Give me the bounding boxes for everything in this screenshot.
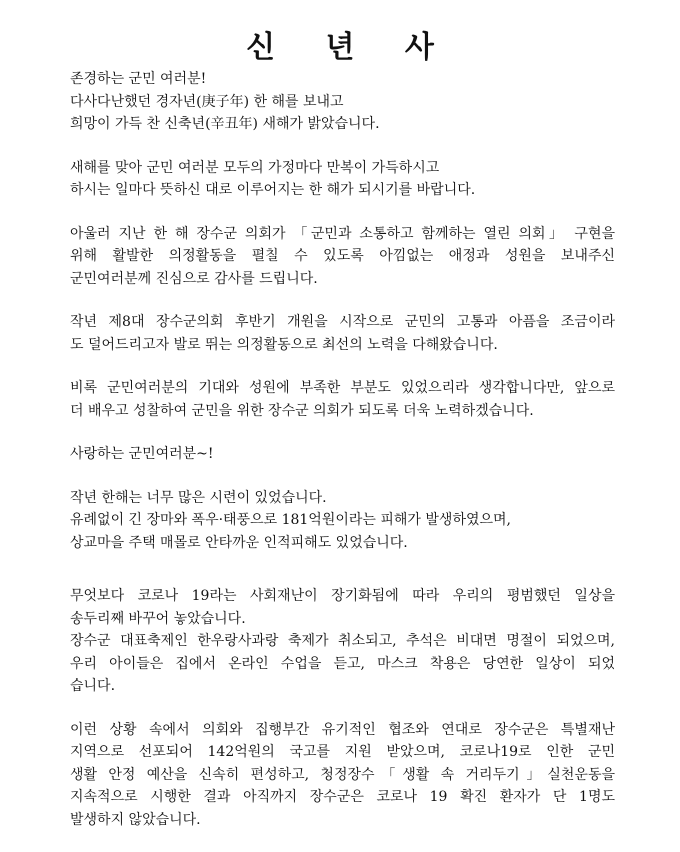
text-line: 도 덜어드리고자 발로 뛰는 의정활동으로 최선의 노력을 다해왔습니다. (70, 336, 498, 353)
text-line: 유례없이 긴 장마와 폭우·태풍으로 181억원이라는 피해가 발생하였으며, (70, 512, 511, 528)
document-body (70, 68, 615, 852)
text-line: 군민여러분께 진심으로 감사를 드립니다. (70, 270, 318, 287)
text-line: 작년 한해는 너무 많은 시련이 있었습니다. (70, 489, 327, 506)
document-title: 신 년 사 (246, 30, 454, 65)
text-line: 위해 활발한 의정활동을 펼칠 수 있도록 아낌없는 애정과 성원을 보내주신 (70, 248, 615, 264)
text-line: 비록 군민여러분의 기대와 성원에 부족한 부분도 있었으리라 생각합니다만, 앞으로 (70, 380, 615, 396)
text-line: 더 배우고 성찰하여 군민을 위한 장수군 의회가 되도록 더욱 노력하겠습니다. (70, 402, 534, 419)
text-line: 상교마을 주택 매몰로 안타까운 인적피해도 있었습니다. (70, 534, 408, 551)
paragraph (70, 719, 615, 832)
text-line: 발생하지 않았습니다. (70, 811, 201, 828)
paragraph (70, 487, 615, 555)
paragraph (70, 377, 615, 422)
text-line: 작년 제8대 장수군의회 후반기 개원을 시작으로 군민의 고통과 아픔을 조금이라 (70, 314, 615, 330)
text-line: 하시는 일마다 뜻하신 대로 이루어지는 한 해가 되시기를 바랍니다. (70, 182, 476, 198)
text-line: 생활 안정 예산을 신속히 편성하고, 청정장수「생활 속 거리두기」실천운동을 (70, 766, 615, 783)
text-line: 장수군 대표축제인 한우랑사과랑 축제가 취소되고, 추석은 비대면 명절이 되었으며, (70, 633, 615, 649)
paragraph (70, 157, 615, 202)
paragraph (70, 443, 615, 466)
text-line: 송두리째 바꾸어 놓았습니다. (70, 610, 246, 627)
paragraph (70, 585, 615, 698)
text-line: 지속적으로 시행한 결과 아직까지 장수군은 코로나 19 확진 환자가 단 1명도 (70, 789, 615, 805)
text-line: 아울러 지난 한 해 장수군 의회가 「군민과 소통하고 함께하는 열린 의회」 구현을 (70, 225, 615, 242)
text-line: 우리 아이들은 집에서 온라인 수업을 듣고, 마스크 착용은 당연한 일상이 되었 (70, 655, 615, 672)
paragraph (70, 68, 615, 136)
text-line: 습니다. (70, 678, 116, 694)
text-line: 희망이 가득 찬 신축년(辛丑年) 새해가 밝았습니다. (70, 116, 380, 132)
paragraph (70, 223, 615, 291)
text-line: 이런 상황 속에서 의회와 집행부간 유기적인 협조와 연대로 장수군은 특별재난 (70, 721, 615, 738)
text-line: 다사다난했던 경자년(庚子年) 한 해를 보내고 (70, 93, 344, 110)
paragraph (70, 311, 615, 356)
text-line: 무엇보다 코로나 19라는 사회재난이 장기화됨에 따라 우리의 평범했던 일상을 (70, 588, 615, 604)
text-line: 지역으로 선포되어 142억원의 국고를 지원 받았으며, 코로나19로 인한 군민 (70, 744, 615, 760)
text-line: 새해를 맞아 군민 여러분 모두의 가정마다 만복이 가득하시고 (70, 159, 440, 176)
text-line: 사랑하는 군민여러분~! (70, 446, 214, 462)
text-line: 존경하는 군민 여러분! (70, 71, 207, 87)
